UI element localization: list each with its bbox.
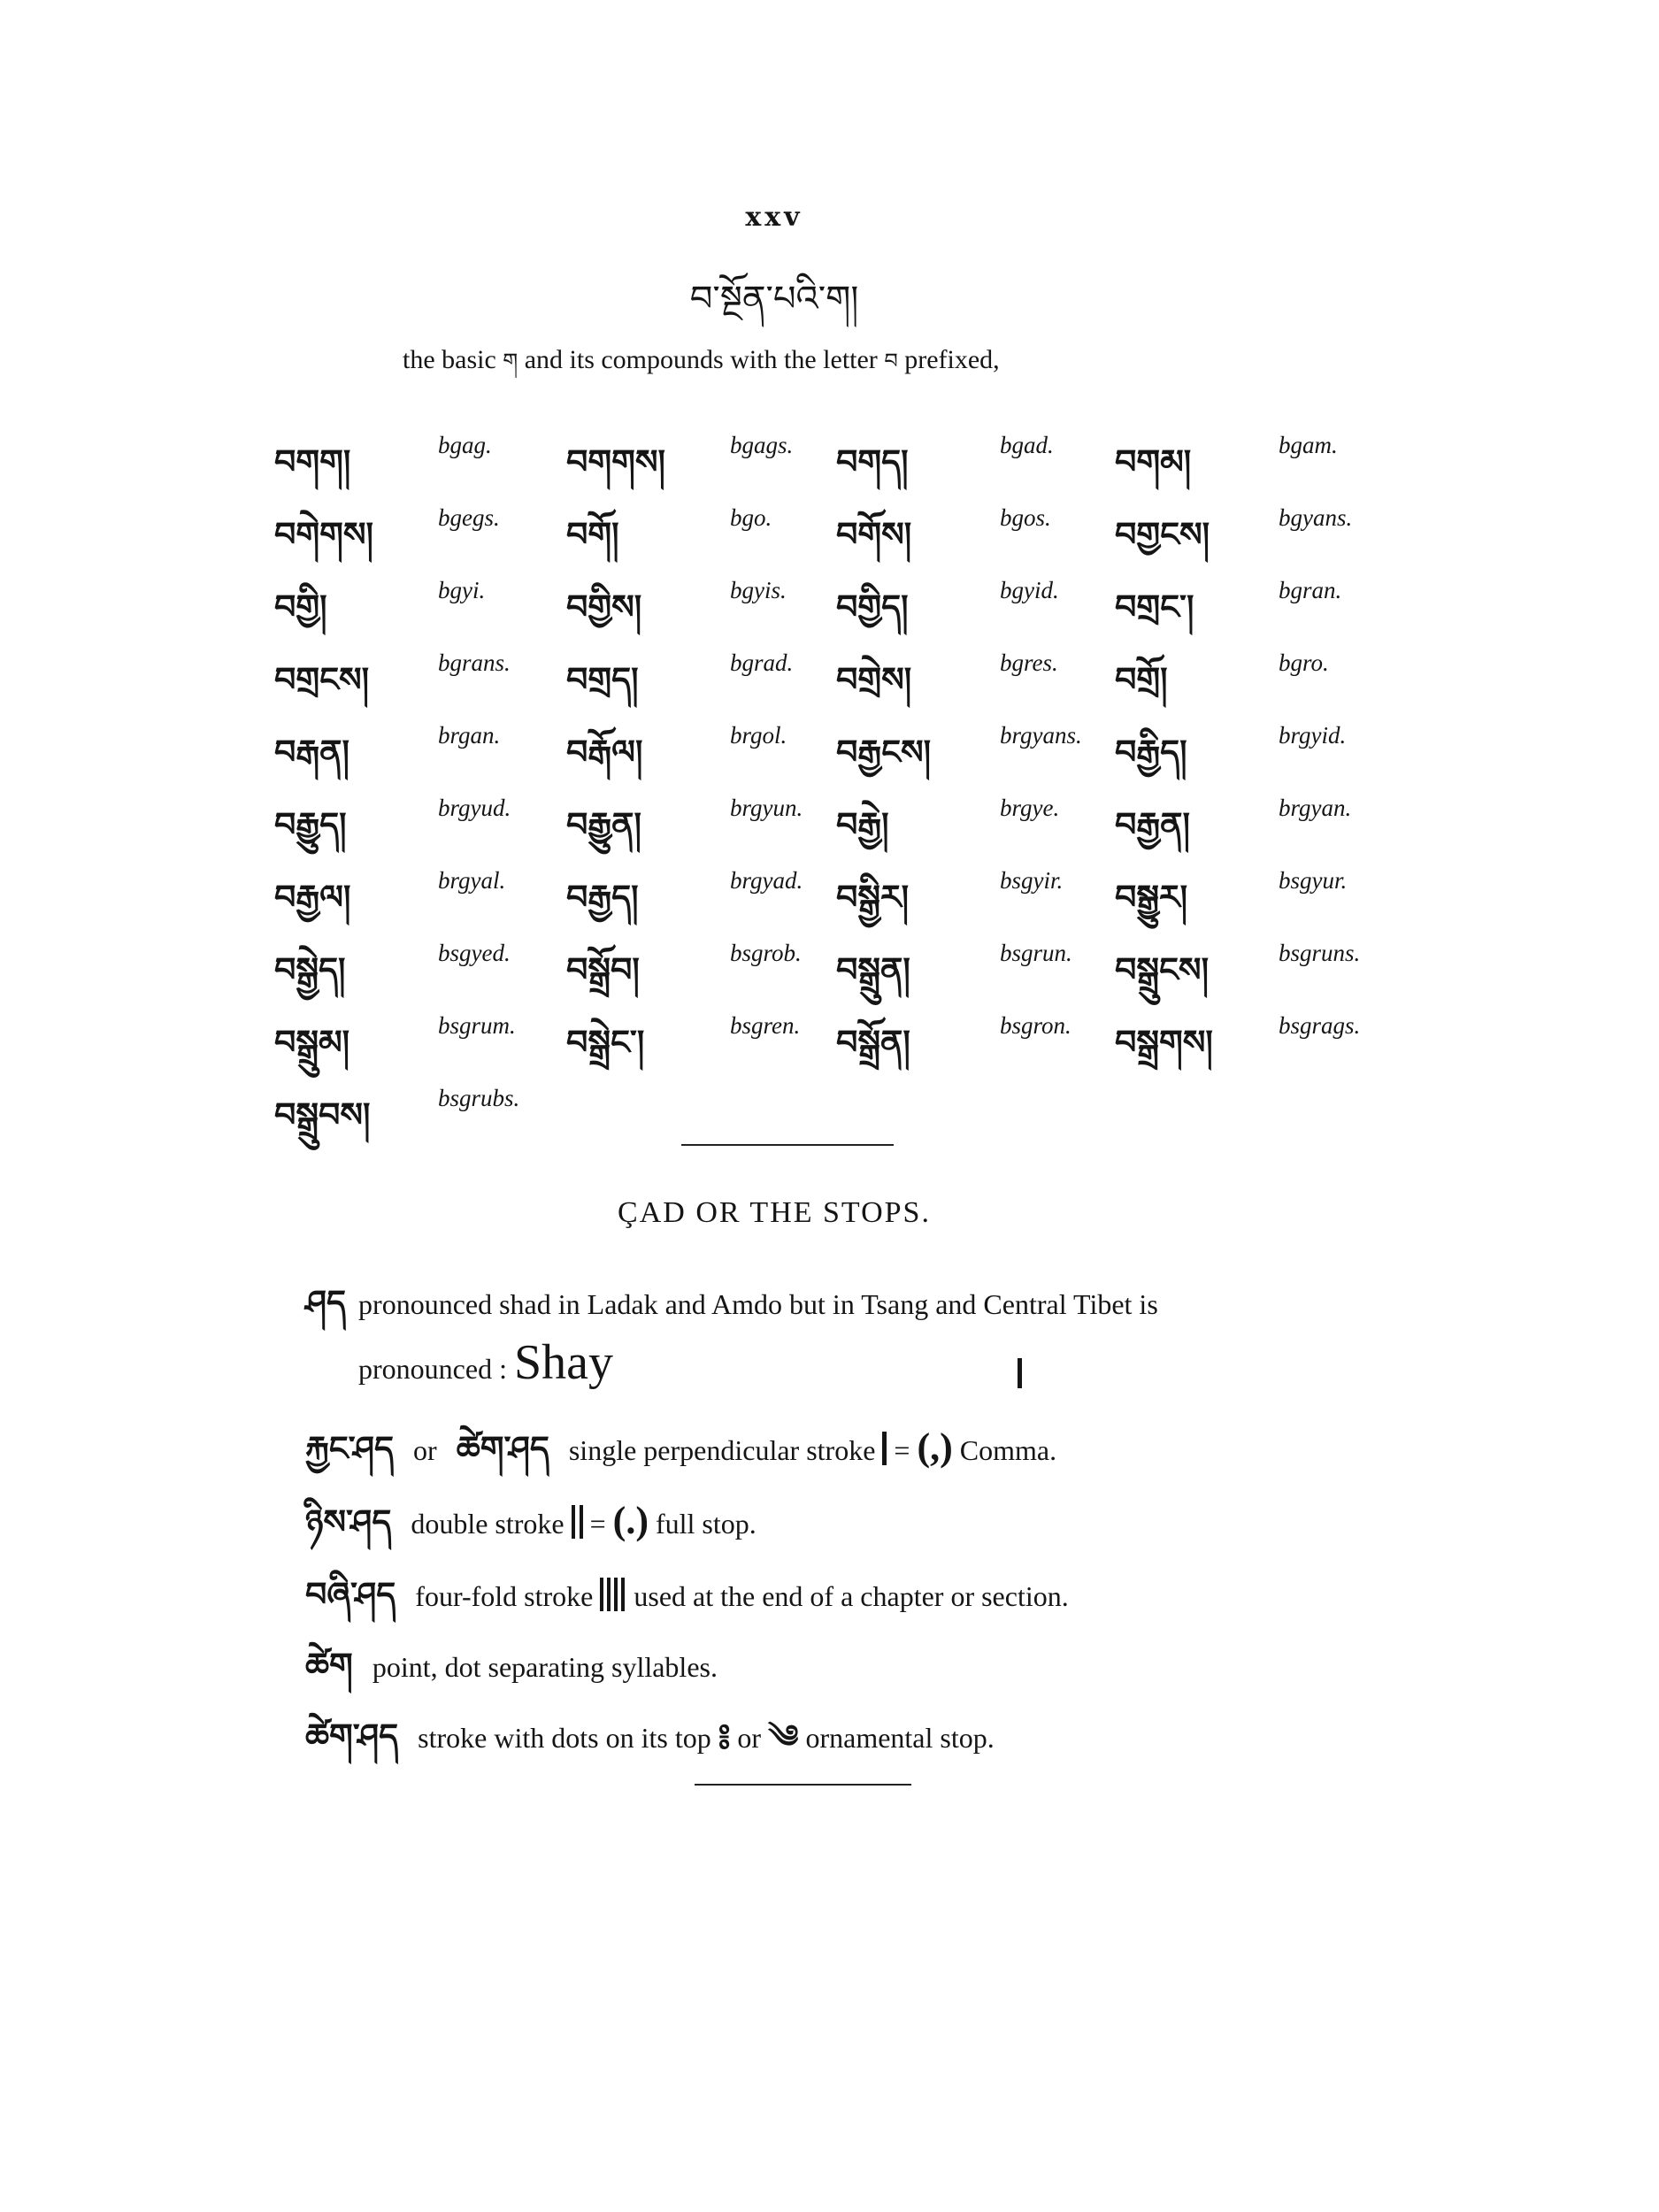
ornamental-symbol: ༄	[768, 1719, 799, 1755]
tibetan-word: བརྒྱུད།	[274, 805, 347, 844]
tibetan-word: བགམ།	[1115, 442, 1192, 481]
stop-description: point, dot separating syllables.	[372, 1651, 718, 1683]
transliteration: bgos.	[1000, 504, 1051, 531]
transliteration: bgyid.	[1000, 577, 1059, 603]
transliteration: bgres.	[1000, 649, 1058, 676]
transliteration: bgo.	[730, 504, 772, 531]
tibetan-word: བགྱིས།	[566, 588, 642, 626]
section-heading: ÇAD OR THE STOPS.	[618, 1196, 931, 1229]
transliteration: brgye.	[1000, 795, 1060, 821]
tibetan-word: བརྒོལ།	[566, 733, 643, 772]
tibetan-word: བརྒན།	[274, 733, 349, 772]
stop-description: used at the end of a chapter or section.	[634, 1580, 1069, 1612]
transliteration: bsgruns.	[1279, 940, 1361, 966]
stop-description: single perpendicular stroke	[568, 1434, 876, 1466]
tibetan-term: བཞི་ཤད	[305, 1575, 396, 1614]
table-row	[274, 787, 1425, 860]
tibetan-word: བགགས།	[566, 442, 665, 481]
table-row	[274, 642, 1425, 715]
transliteration: brgyan.	[1279, 795, 1352, 821]
tibetan-word: བསྒྲུངས།	[1115, 950, 1210, 989]
transliteration: bgrans.	[438, 649, 511, 676]
tibetan-word: བརྒྱངས།	[836, 733, 932, 772]
dotted-stroke-symbol: ༔	[718, 1719, 731, 1755]
transliteration: brgyid.	[1279, 722, 1347, 749]
equals-sign: =	[894, 1434, 910, 1466]
stop-description: four-fold stroke	[415, 1580, 594, 1612]
tibetan-word: བགྲེས།	[836, 660, 912, 699]
transliteration: bsgron.	[1000, 1012, 1071, 1039]
tibetan-term: ཚེག	[305, 1646, 353, 1685]
tibetan-word: བགེགས།	[274, 515, 373, 554]
tibetan-word: བརྒྱིད།	[1115, 733, 1187, 772]
stop-description: ornamental stop.	[805, 1722, 995, 1754]
tibetan-word: བགག།	[274, 442, 351, 481]
tibetan-word: བགྲོ།	[1115, 660, 1168, 699]
double-stroke-symbol	[572, 1505, 583, 1539]
tibetan-word: བསྒྲུབས།	[274, 1095, 371, 1134]
tibetan-word: བསྒྲགས།	[1115, 1023, 1213, 1062]
divider	[695, 1784, 911, 1786]
intro-before: the basic	[403, 345, 496, 374]
transliteration: bgegs.	[438, 504, 500, 531]
tibetan-word: བརྒྱལ།	[274, 878, 351, 917]
tibetan-word: བསྒྲུན།	[836, 950, 910, 989]
table-row	[274, 497, 1425, 570]
pronunciation-word: Shay	[513, 1335, 613, 1390]
intro-letter-ba: བ	[884, 349, 898, 373]
table-row	[274, 715, 1425, 787]
stop-description: double stroke	[411, 1508, 565, 1540]
tibetan-term: ཚེག་ཤད	[305, 1717, 399, 1755]
stop-name: Comma.	[959, 1434, 1057, 1466]
stop-name: full stop.	[655, 1508, 757, 1540]
transliteration: bsgrags.	[1279, 1012, 1361, 1039]
stop-description: pronounced shad in Ladak and Amdo but in Tsang and Central Tibet is	[358, 1288, 1158, 1320]
tibetan-term: ཉིས་ཤད	[305, 1502, 392, 1541]
intro-letter-ga: ག	[503, 349, 518, 373]
stop-line-pronunciation	[358, 1334, 613, 1391]
tibetan-word: བགྲངས།	[274, 660, 370, 699]
transliteration: brgyal.	[438, 867, 506, 894]
tibetan-word: བརྒྱེ།	[836, 805, 889, 844]
single-stroke-symbol	[882, 1432, 887, 1465]
tibetan-word: བགྱངས།	[1115, 515, 1210, 554]
tibetan-word: བསྒྲུམ།	[274, 1023, 350, 1062]
transliteration: bgrad.	[730, 649, 794, 676]
tibetan-word: བརྒྱད།	[566, 878, 639, 917]
transliteration: brgyad.	[730, 867, 803, 894]
table-row	[274, 425, 1425, 497]
transliteration: bgad.	[1000, 432, 1054, 458]
table-row	[274, 1005, 1425, 1078]
transliteration: bsgrun.	[1000, 940, 1072, 966]
transliteration: bgag.	[438, 432, 492, 458]
stop-line-ornamental	[305, 1699, 995, 1793]
tibetan-term: རྐྱང་ཤད	[305, 1429, 395, 1468]
tibetan-word: བགྱིད།	[836, 588, 909, 626]
compounds-table	[274, 425, 1425, 1150]
tibetan-term: ཚེག་ཤད	[456, 1429, 549, 1468]
transliteration: bgyi.	[438, 577, 486, 603]
stop-description: pronounced :	[358, 1353, 507, 1385]
or-word: or	[737, 1722, 762, 1754]
tibetan-word: བགོས།	[836, 515, 912, 554]
intro-line	[403, 338, 1287, 397]
transliteration: bsgyur.	[1279, 867, 1348, 894]
intro-middle: and its compounds with the letter	[524, 345, 878, 374]
table-row	[274, 933, 1425, 1005]
full-stop-symbol: (.)	[612, 1499, 649, 1542]
tibetan-word: བགྲད།	[566, 660, 639, 699]
comma-symbol: (,)	[917, 1425, 953, 1469]
tibetan-word: བསྒྲེང་།	[566, 1023, 645, 1062]
table-row	[274, 860, 1425, 933]
transliteration: bgyans.	[1279, 504, 1353, 531]
shad-stroke-symbol	[1018, 1358, 1022, 1388]
transliteration: brgyans.	[1000, 722, 1082, 749]
transliteration: bsgyir.	[1000, 867, 1064, 894]
tibetan-word: བསྒྱེད།	[274, 950, 346, 989]
transliteration: brgan.	[438, 722, 501, 749]
tibetan-title: བ་སྔོན་པའི་ག།	[689, 279, 859, 319]
tibetan-word: བགོ།	[566, 515, 619, 554]
intro-after: prefixed,	[904, 345, 1000, 374]
page-number: xxv	[745, 202, 803, 233]
transliteration: bsgrob.	[730, 940, 802, 966]
transliteration: bgran.	[1279, 577, 1342, 603]
transliteration: brgyun.	[730, 795, 803, 821]
transliteration: bgro.	[1279, 649, 1329, 676]
tibetan-term: ཤད	[305, 1283, 347, 1322]
tibetan-word: བསྒྱིར།	[836, 878, 910, 917]
fourfold-stroke-symbol	[600, 1578, 626, 1611]
equals-sign: =	[589, 1508, 606, 1540]
tibetan-word: བརྒྱན།	[1115, 805, 1190, 844]
stop-description: stroke with dots on its top	[418, 1722, 711, 1754]
table-row	[274, 570, 1425, 642]
transliteration: bsgyed.	[438, 940, 511, 966]
transliteration: bsgren.	[730, 1012, 801, 1039]
transliteration: bgyis.	[730, 577, 787, 603]
tibetan-word: བགད།	[836, 442, 909, 481]
transliteration: brgol.	[730, 722, 787, 749]
tibetan-word: བགྲང་།	[1115, 588, 1194, 626]
tibetan-word: བསྒྲོན།	[836, 1023, 910, 1062]
divider	[681, 1144, 894, 1146]
table-row	[274, 1078, 1425, 1150]
or-word: or	[413, 1434, 437, 1466]
tibetan-word: བརྒྱུན།	[566, 805, 641, 844]
tibetan-word: བསྒྲོབ།	[566, 950, 640, 989]
transliteration: bgags.	[730, 432, 794, 458]
tibetan-word: བསྒྱུར།	[1115, 878, 1188, 917]
transliteration: bsgrubs.	[438, 1085, 520, 1111]
tibetan-word: བགྱི།	[274, 588, 327, 626]
transliteration: bsgrum.	[438, 1012, 516, 1039]
transliteration: brgyud.	[438, 795, 511, 821]
transliteration: bgam.	[1279, 432, 1338, 458]
